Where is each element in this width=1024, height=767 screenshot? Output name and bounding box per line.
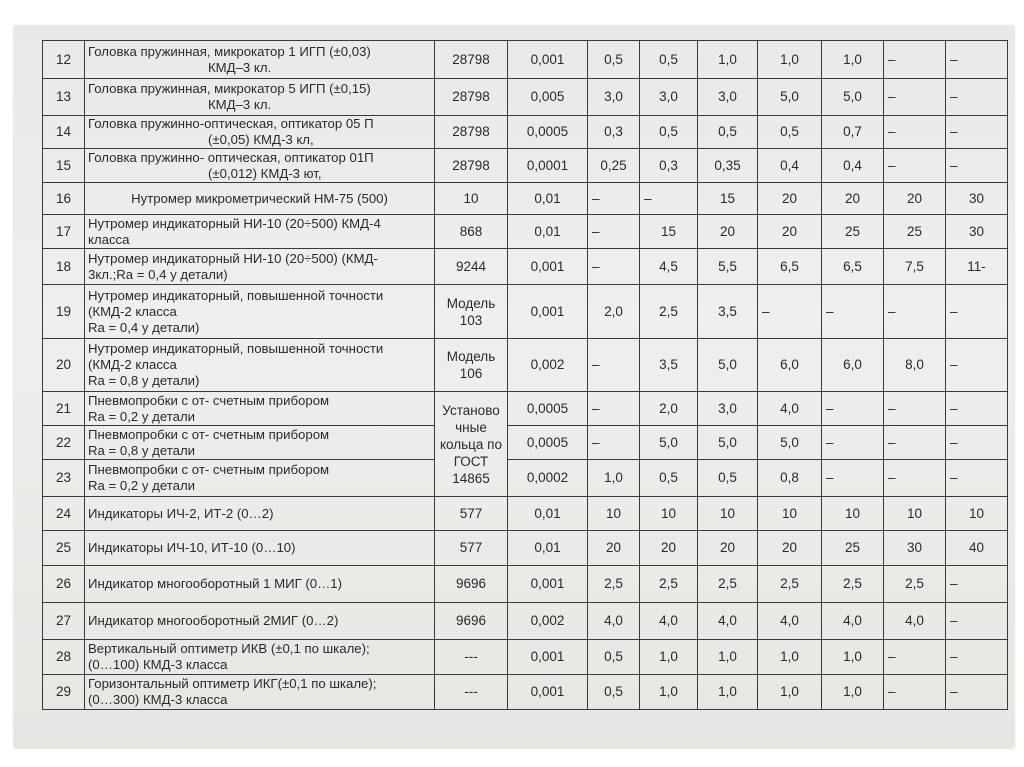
error-value-cell: 5,0 [758, 79, 822, 116]
error-value-cell: 0,8 [758, 460, 822, 497]
error-value-cell: 4,0 [640, 603, 698, 640]
error-value-cell: 20 [758, 215, 822, 249]
error-value-cell: 10 [758, 497, 822, 531]
row-number: 17 [43, 215, 85, 249]
error-value-cell: 5,0 [640, 426, 698, 460]
division-value: 0,0001 [508, 149, 588, 183]
instrument-name-line: КМД–3 кл. [208, 97, 272, 112]
instrument-name [85, 79, 435, 116]
table-row [43, 426, 1008, 460]
instrument-name [85, 566, 435, 603]
error-value-cell: 20 [822, 183, 884, 215]
row-number: 20 [43, 339, 85, 392]
instrument-name-line: КМД–3 кл. [208, 59, 272, 75]
table-row [43, 531, 1008, 566]
error-value-cell: 2,5 [588, 566, 640, 603]
instrument-name-line: Пневмопробки с от- счетным прибором [88, 392, 330, 408]
instrument-name [85, 460, 435, 497]
error-value-cell: 10 [884, 497, 946, 531]
error-value-cell: 10 [698, 497, 758, 531]
error-value-cell: 11- [946, 249, 1008, 285]
error-value-cell: 4,0 [588, 603, 640, 640]
catalog-number-line: чные [455, 419, 487, 435]
error-value-cell: 8,0 [884, 339, 946, 392]
error-value-cell: – [884, 675, 946, 710]
error-value-cell: 4,0 [698, 603, 758, 640]
error-value-cell: 2,5 [640, 566, 698, 603]
error-value-cell: 0,25 [588, 149, 640, 183]
error-value-cell: – [822, 285, 884, 339]
error-value-cell: 1,0 [758, 675, 822, 710]
table-row [43, 183, 1008, 215]
error-value-cell: – [884, 460, 946, 497]
row-number: 18 [43, 249, 85, 285]
error-value-cell: 10 [640, 497, 698, 531]
error-value-cell: 0,5 [588, 675, 640, 710]
error-value-cell: – [946, 460, 1008, 497]
table-row [43, 116, 1008, 149]
error-value-cell: – [946, 640, 1008, 675]
instrument-name [85, 675, 435, 710]
error-value-cell: 2,5 [884, 566, 946, 603]
division-value: 0,0002 [508, 460, 588, 497]
error-value-cell: 1,0 [822, 640, 884, 675]
catalog-number-line: кольца по [440, 436, 502, 452]
error-value-cell: 1,0 [698, 640, 758, 675]
instrument-name-line: Вертикальный оптиметр ИКВ (±0,1 по шкале); [88, 641, 370, 656]
division-value: 0,0005 [508, 426, 588, 460]
instrument-name-line: (±0,05) КМД-3 кл, [208, 132, 314, 147]
instrument-name-line: Головка пружинная, микрокатор 1 ИГП (±0,03) [88, 43, 371, 59]
table-row [43, 640, 1008, 675]
error-value-cell: 1,0 [698, 675, 758, 710]
error-value-cell: – [946, 426, 1008, 460]
table-row [43, 149, 1008, 183]
error-value-cell: 20 [758, 183, 822, 215]
row-number: 21 [43, 392, 85, 426]
error-value-cell: 5,0 [822, 79, 884, 116]
error-value-cell: – [822, 426, 884, 460]
error-value-cell: 30 [884, 531, 946, 566]
error-value-cell: 5,0 [758, 426, 822, 460]
error-value-cell: 30 [946, 215, 1008, 249]
division-value: 0,01 [508, 183, 588, 215]
error-value-cell: 15 [640, 215, 698, 249]
error-value-cell: 4,5 [640, 249, 698, 285]
error-value-cell: 1,0 [588, 460, 640, 497]
table-row [43, 497, 1008, 531]
catalog-number: 577 [435, 497, 508, 531]
error-value-cell: 6,0 [758, 339, 822, 392]
error-value-cell: – [946, 675, 1008, 710]
instrument-name-line: Нутромер микрометрический НМ-75 (500) [131, 190, 388, 206]
error-value-cell: 0,5 [588, 640, 640, 675]
table-row [43, 392, 1008, 426]
error-value-cell: – [588, 392, 640, 426]
catalog-number-line: ГОСТ [453, 453, 489, 469]
error-value-cell: 0,5 [758, 116, 822, 149]
error-value-cell: – [946, 566, 1008, 603]
instrument-name [85, 640, 435, 675]
catalog-number-line: 103 [459, 312, 483, 328]
error-value-cell: – [588, 215, 640, 249]
error-value-cell: 0,5 [640, 41, 698, 79]
row-number: 19 [43, 285, 85, 339]
instrument-name-line: Ra = 0,8 у детали [88, 442, 196, 458]
division-value: 0,002 [508, 339, 588, 392]
error-value-cell: 25 [822, 215, 884, 249]
instrument-name-line: Индикатор многооборотный 2МИГ (0…2) [88, 613, 339, 628]
catalog-number-line: 106 [459, 366, 483, 381]
catalog-number: 577 [435, 531, 508, 566]
error-value-cell: 4,0 [884, 603, 946, 640]
error-value-cell: 3,0 [698, 79, 758, 116]
error-value-cell: 3,0 [588, 79, 640, 116]
catalog-number-line: Модель [446, 295, 496, 311]
catalog-number: 28798 [435, 79, 508, 116]
division-value: 0,002 [508, 603, 588, 640]
catalog-number: 9696 [435, 566, 508, 603]
error-value-cell: 0,35 [698, 149, 758, 183]
error-value-cell: 4,0 [758, 603, 822, 640]
error-value-cell: – [640, 183, 698, 215]
instrument-name-line: Головка пружинно-оптическая, оптикатор 05 П [88, 116, 374, 131]
error-value-cell: 3,5 [640, 339, 698, 392]
table-row [43, 675, 1008, 710]
catalog-number: 9244 [435, 249, 508, 285]
error-value-cell: – [884, 640, 946, 675]
error-value-cell: – [758, 285, 822, 339]
row-number: 14 [43, 116, 85, 149]
division-value: 0,01 [508, 497, 588, 531]
error-value-cell: 1,0 [640, 675, 698, 710]
error-value-cell: – [946, 339, 1008, 392]
instrument-name-line: Нутромер индикаторный НИ-10 (20÷500) (КМД- [88, 250, 378, 266]
catalog-number: 9696 [435, 603, 508, 640]
error-value-cell: 20 [884, 183, 946, 215]
instrument-name [85, 392, 435, 426]
error-value-cell: 1,0 [640, 640, 698, 675]
error-value-cell: 25 [822, 531, 884, 566]
catalog-number [435, 285, 508, 339]
error-value-cell: 1,0 [822, 41, 884, 79]
instrument-name-line: (КМД-2 класса [88, 303, 177, 319]
error-value-cell: 1,0 [758, 640, 822, 675]
division-value: 0,001 [508, 41, 588, 79]
error-value-cell: – [884, 285, 946, 339]
error-value-cell: 2,5 [822, 566, 884, 603]
error-value-cell: 20 [698, 215, 758, 249]
error-value-cell: 25 [884, 215, 946, 249]
row-number: 28 [43, 640, 85, 675]
error-value-cell: 1,0 [822, 675, 884, 710]
catalog-number-line: Модель [446, 349, 496, 364]
error-value-cell: 2,5 [640, 285, 698, 339]
division-value: 0,001 [508, 566, 588, 603]
error-value-cell: 10 [588, 497, 640, 531]
instrument-name-line: Горизонтальный оптиметр ИКГ(±0,1 по шкале); [88, 676, 377, 691]
error-value-cell: – [884, 426, 946, 460]
division-value: 0,01 [508, 215, 588, 249]
instrument-name-line: (0…300) КМД-3 класса [88, 692, 228, 707]
instrument-name-line: (±0,012) КМД-3 ют, [208, 165, 322, 181]
error-value-cell: 2,0 [588, 285, 640, 339]
division-value: 0,01 [508, 531, 588, 566]
error-value-cell: 2,5 [698, 566, 758, 603]
table-row [43, 41, 1008, 79]
table-row [43, 460, 1008, 497]
instrument-name [85, 41, 435, 79]
row-number: 26 [43, 566, 85, 603]
division-value: 0,0005 [508, 392, 588, 426]
error-value-cell: 0,7 [822, 116, 884, 149]
error-value-cell: 1,0 [758, 41, 822, 79]
error-value-cell: 6,5 [758, 249, 822, 285]
error-value-cell: – [822, 460, 884, 497]
error-value-cell: – [946, 79, 1008, 116]
catalog-number: --- [435, 640, 508, 675]
division-value: 0,001 [508, 640, 588, 675]
instrument-name-line: Ra = 0,8 у детали) [88, 373, 200, 388]
error-value-cell: 0,3 [588, 116, 640, 149]
catalog-number-line: Установо [442, 402, 500, 418]
table-row [43, 215, 1008, 249]
instrument-name-line: Пневмопробки с от- счетным прибором [88, 462, 330, 477]
error-value-cell: – [884, 116, 946, 149]
division-value: 0,001 [508, 675, 588, 710]
instrument-name [85, 149, 435, 183]
instrument-name [85, 116, 435, 149]
error-value-cell: 1,0 [698, 41, 758, 79]
error-value-cell: 15 [698, 183, 758, 215]
error-value-cell: 0,4 [822, 149, 884, 183]
division-value: 0,005 [508, 79, 588, 116]
error-value-cell: 2,5 [758, 566, 822, 603]
row-number: 29 [43, 675, 85, 710]
instrument-name-line: Индикаторы ИЧ-10, ИТ-10 (0…10) [88, 540, 296, 555]
catalog-number: 10 [435, 183, 508, 215]
error-value-cell: 20 [640, 531, 698, 566]
table-row [43, 79, 1008, 116]
instrument-name-line: Головка пружинная, микрокатор 5 ИГП (±0,15) [88, 81, 371, 96]
error-value-cell: 20 [758, 531, 822, 566]
error-value-cell: 7,5 [884, 249, 946, 285]
instrument-name [85, 183, 435, 215]
error-value-cell: 0,3 [640, 149, 698, 183]
error-value-cell: 6,5 [822, 249, 884, 285]
error-value-cell: – [946, 116, 1008, 149]
error-value-cell: – [946, 285, 1008, 339]
instrument-name-line: Ra = 0,2 у детали [88, 478, 196, 493]
row-number: 15 [43, 149, 85, 183]
instrument-name-line: Нутромер индикаторный, повышенной точности [88, 287, 384, 303]
row-number: 12 [43, 41, 85, 79]
error-value-cell: 30 [946, 183, 1008, 215]
table-row [43, 603, 1008, 640]
error-value-cell: 0,5 [588, 41, 640, 79]
row-number: 27 [43, 603, 85, 640]
error-value-cell: 2,0 [640, 392, 698, 426]
error-value-cell: – [588, 426, 640, 460]
instrument-name-line: (0…100) КМД-3 класса [88, 657, 228, 672]
error-value-cell: 0,5 [698, 116, 758, 149]
instrument-name-line: Нутромер индикаторный, повышенной точности [88, 341, 384, 356]
instrument-name-line: Индикаторы ИЧ-2, ИТ-2 (0…2) [88, 505, 274, 521]
error-value-cell: 40 [946, 531, 1008, 566]
error-value-cell: – [946, 603, 1008, 640]
instrument-name-line: 3кл.;Ra = 0,4 у детали) [88, 266, 228, 282]
row-number: 22 [43, 426, 85, 460]
instrument-name [85, 426, 435, 460]
catalog-number-merged [435, 392, 508, 497]
error-value-cell: 0,5 [640, 116, 698, 149]
document-photo [14, 26, 1014, 748]
instrument-name-line: Пневмопробки с от- счетным прибором [88, 426, 330, 442]
error-value-cell: – [884, 149, 946, 183]
instrument-name [85, 249, 435, 285]
error-value-cell: 4,0 [822, 603, 884, 640]
error-value-cell: – [588, 249, 640, 285]
instrument-name [85, 497, 435, 531]
error-value-cell: 5,0 [698, 339, 758, 392]
catalog-number: 868 [435, 215, 508, 249]
catalog-number: --- [435, 675, 508, 710]
row-number: 25 [43, 531, 85, 566]
table-body [43, 41, 1008, 710]
row-number: 23 [43, 460, 85, 497]
error-value-cell: – [884, 41, 946, 79]
row-number: 24 [43, 497, 85, 531]
error-value-cell: 20 [698, 531, 758, 566]
error-value-cell: 0,5 [640, 460, 698, 497]
error-value-cell: – [588, 339, 640, 392]
table-row [43, 249, 1008, 285]
instrument-name [85, 339, 435, 392]
error-value-cell: 0,5 [698, 460, 758, 497]
table-row [43, 339, 1008, 392]
division-value: 0,001 [508, 249, 588, 285]
error-value-cell: 6,0 [822, 339, 884, 392]
instrument-name-line: классa [88, 231, 130, 247]
error-value-cell: – [946, 149, 1008, 183]
error-value-cell: – [884, 79, 946, 116]
error-value-cell: 10 [946, 497, 1008, 531]
instrument-name-line: Ra = 0,2 у детали [88, 408, 196, 424]
instrument-name-line: Нутромер индикаторный НИ-10 (20÷500) КМД-4 [88, 215, 381, 231]
error-value-cell: – [946, 41, 1008, 79]
error-value-cell: 10 [822, 497, 884, 531]
error-value-cell: 3,0 [640, 79, 698, 116]
division-value: 0,001 [508, 285, 588, 339]
instrument-name-line: Индикатор многооборотный 1 МИГ (0…1) [88, 576, 343, 591]
catalog-number: 28798 [435, 149, 508, 183]
row-number: 13 [43, 79, 85, 116]
error-value-cell: – [588, 183, 640, 215]
catalog-number: 28798 [435, 41, 508, 79]
instrument-name [85, 531, 435, 566]
error-value-cell: 5,5 [698, 249, 758, 285]
error-value-cell: 0,4 [758, 149, 822, 183]
measuring-instruments-table [42, 40, 1008, 710]
error-value-cell: 4,0 [758, 392, 822, 426]
error-value-cell: – [822, 392, 884, 426]
instrument-name [85, 215, 435, 249]
table-row [43, 285, 1008, 339]
error-value-cell: – [946, 392, 1008, 426]
division-value: 0,0005 [508, 116, 588, 149]
error-value-cell: 5,0 [698, 426, 758, 460]
error-value-cell: – [884, 392, 946, 426]
error-value-cell: 20 [588, 531, 640, 566]
row-number: 16 [43, 183, 85, 215]
instrument-name-line: (КМД-2 класса [88, 357, 177, 372]
instrument-name [85, 603, 435, 640]
instrument-name-line: Головка пружинно- оптическая, оптикатор 01П [88, 149, 374, 165]
catalog-number: 28798 [435, 116, 508, 149]
catalog-number [435, 339, 508, 392]
instrument-name [85, 285, 435, 339]
table-row [43, 566, 1008, 603]
error-value-cell: 3,0 [698, 392, 758, 426]
error-value-cell: 3,5 [698, 285, 758, 339]
instrument-name-line: Ra = 0,4 у детали) [88, 319, 200, 335]
catalog-number-line: 14865 [452, 470, 490, 486]
